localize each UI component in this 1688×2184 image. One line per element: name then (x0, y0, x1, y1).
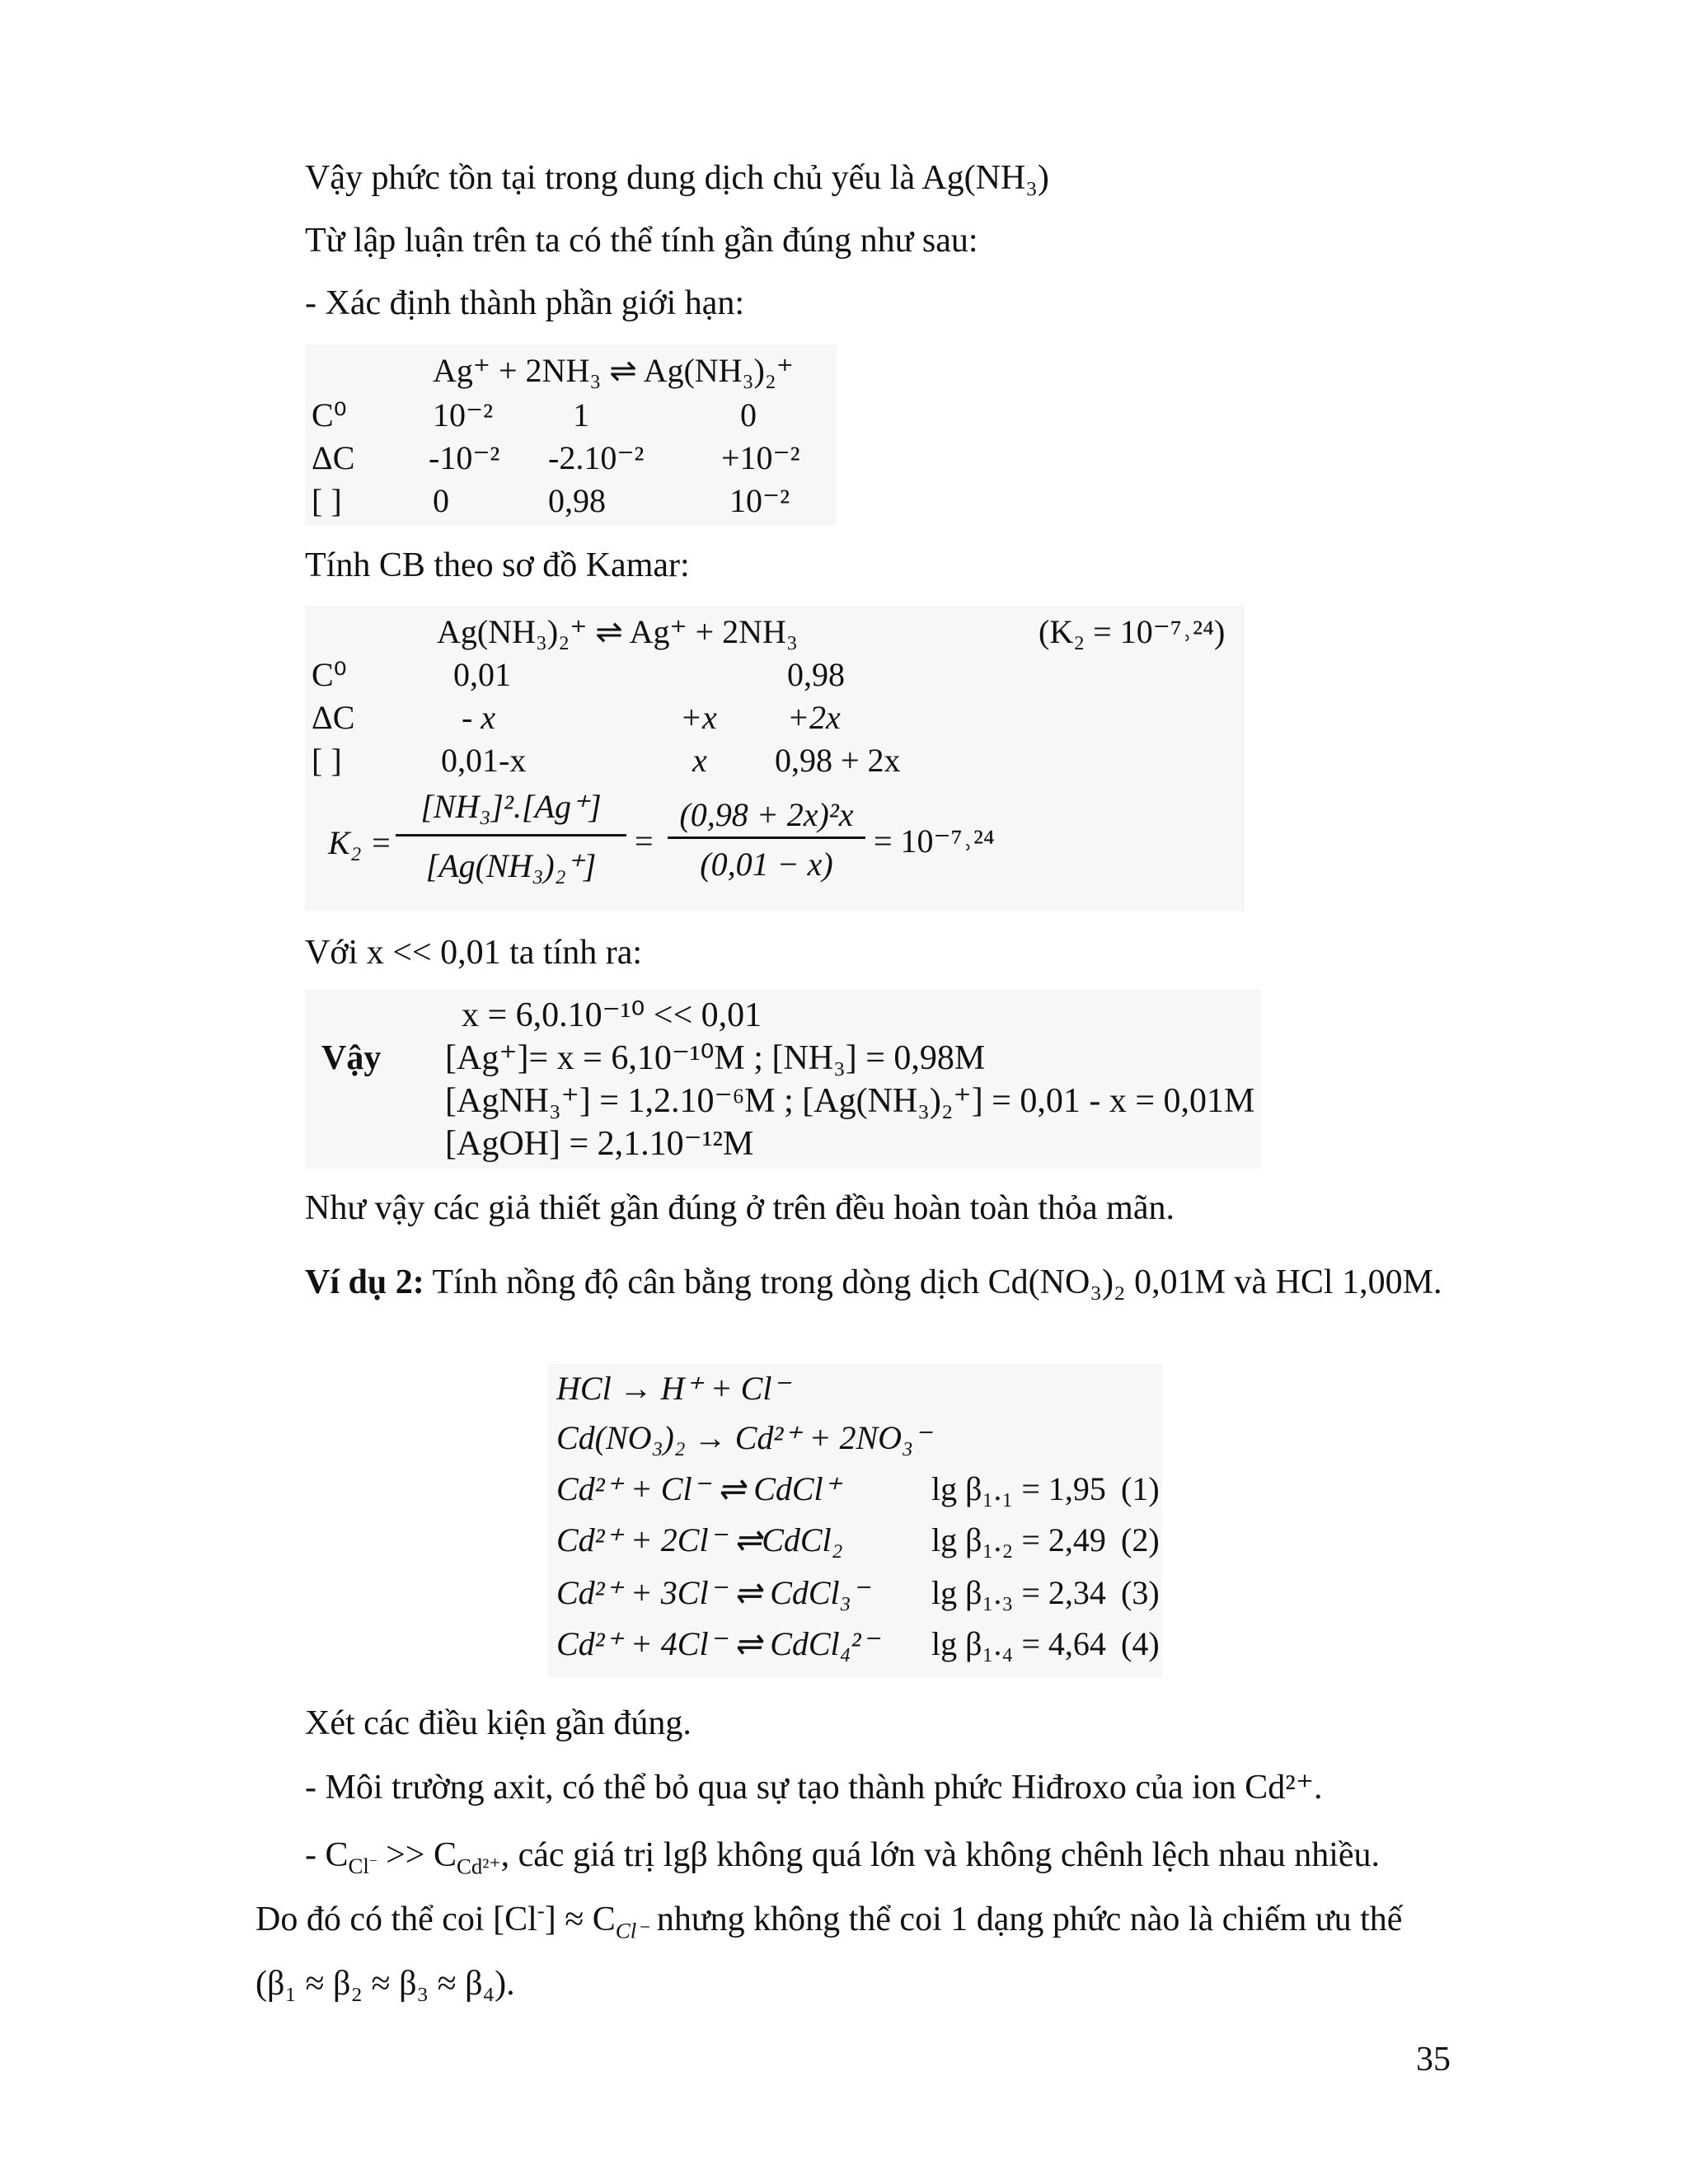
reaction-equation: Cd²⁺ + 3Cl⁻ ⇌ CdCl₃⁻ (556, 1574, 869, 1611)
fraction1-bar (396, 834, 626, 837)
reaction-constant: lg β₁.₃ = 2,34 (931, 1574, 1106, 1611)
paragraph-complex-main: Vậy phức tồn tại trong dung dịch chủ yếu là Ag(NH₃) (305, 159, 1049, 197)
equals-sign: = (635, 823, 654, 860)
text-gg: >> C (377, 1836, 457, 1874)
table2-constant: (K₂ = 10⁻⁷˒²⁴) (1039, 613, 1226, 650)
table2-cell: +2x (787, 699, 841, 736)
sup-minus: - (537, 1898, 545, 1923)
sup-minus: − (368, 1853, 377, 1869)
fraction2-numerator: (0,98 + 2x)²x (679, 796, 854, 833)
page-number: 35 (1416, 2041, 1451, 2079)
fraction1-numerator: [NH₃]².[Ag⁺] (420, 788, 602, 825)
paragraph-conditions: Xét các điều kiện gần đúng. (305, 1704, 692, 1742)
table2-cell: 0,01 (453, 656, 511, 693)
table1-cell: 10⁻² (729, 482, 790, 519)
text-lgbeta: , các giá trị lgβ không quá lớn và không chênh lệch nhau nhiều. (500, 1836, 1381, 1874)
table1-cell: 1 (573, 396, 589, 434)
reaction-equation: Cd(NO₃)₂ → Cd²⁺ + 2NO₃⁻ (556, 1419, 931, 1456)
table1-row-label: [ ] (312, 482, 342, 519)
sub-cd: Cd²⁺ (457, 1854, 501, 1879)
table2-row-label: ΔC (312, 699, 355, 736)
table1-cell: 0,98 (548, 482, 606, 519)
table1-cell: -10⁻² (429, 439, 500, 476)
result-line: [AgOH] = 2,1.10⁻¹²M (445, 1125, 754, 1163)
table1-cell: 10⁻² (433, 396, 494, 434)
table2-cell: x (692, 742, 707, 779)
reaction-constant: lg β₁.₄ = 4,64 (931, 1625, 1106, 1662)
results-label: Vậy (321, 1039, 382, 1077)
paragraph-beta-relation: (β₁ ≈ β₂ ≈ β₃ ≈ β₄). (256, 1965, 515, 2003)
table1-cell: -2.10⁻² (548, 439, 645, 476)
paragraph-acidic-medium: - Môi trường axit, có thể bỏ qua sự tạo thành phức Hiđroxo của ion Cd²⁺. (305, 1769, 1323, 1807)
reaction-constant: lg β₁.₁ = 1,95 (931, 1470, 1106, 1507)
reaction-number: (1) (1121, 1470, 1160, 1507)
reaction-equation: Cd²⁺ + Cl⁻ ⇌ CdCl⁺ (556, 1470, 841, 1507)
reaction-number: (2) (1121, 1521, 1160, 1558)
reaction-constant: lg β₁.₂ = 2,49 (931, 1521, 1106, 1558)
table1-cell: +10⁻² (721, 439, 800, 476)
table2-cell: +x (680, 699, 717, 736)
equilibrium-table-1 (305, 344, 837, 526)
paragraph-approximation: Với x << 0,01 ta tính ra: (305, 934, 643, 972)
paragraph-approx-intro: Từ lập luận trên ta có thể tính gần đúng như sau: (305, 222, 978, 260)
sub-cl: Cl⁻ (615, 1918, 649, 1943)
paragraph-conclusion: Như vậy các giả thiết gần đúng ở trên đều hoàn toàn thỏa mãn. (305, 1189, 1175, 1227)
table2-row-label: C⁰ (312, 656, 347, 693)
fraction2-denominator: (0,01 − x) (700, 846, 833, 883)
example-2-label: Ví dụ 2: (305, 1263, 424, 1301)
reaction-number: (3) (1121, 1574, 1160, 1611)
paragraph-kamar: Tính CB theo sơ đồ Kamar: (305, 546, 690, 584)
paragraph-cl-approx (256, 1898, 1402, 1941)
sub-cl: Cl (348, 1854, 369, 1879)
result-line: x = 6,0.10⁻¹⁰ << 0,01 (462, 996, 762, 1034)
text-dominant: nhưng không thể coi 1 dạng phức nào là chiếm ưu thế (656, 1900, 1403, 1938)
reaction-equation: HCl → H⁺ + Cl⁻ (556, 1370, 790, 1407)
result-line: [Ag⁺]= x = 6,10⁻¹⁰M ; [NH₃] = 0,98M (445, 1039, 986, 1077)
table2-cell: 0,01-x (441, 742, 527, 779)
table1-reaction: Ag⁺ + 2NH₃ ⇌ Ag(NH₃)₂⁺ (433, 352, 794, 389)
table2-reaction: Ag(NH₃)₂⁺ ⇌ Ag⁺ + 2NH₃ (437, 613, 798, 650)
k2-value: = 10⁻⁷˒²⁴ (874, 823, 995, 860)
reaction-number: (4) (1121, 1625, 1160, 1662)
reaction-equation: Cd²⁺ + 2Cl⁻ ⇌CdCl₂ (556, 1521, 843, 1558)
paragraph-limit-composition: - Xác định thành phần giới hạn: (305, 284, 745, 322)
result-line: [AgNH₃⁺] = 1,2.10⁻⁶M ; [Ag(NH₃)₂⁺] = 0,01 - x = 0,01M (445, 1082, 1255, 1120)
text-c: - C (305, 1836, 349, 1874)
k2-symbol: K₂ = (328, 824, 392, 861)
fraction2-bar (668, 837, 865, 839)
fraction1-denominator: [Ag(NH₃)₂⁺] (425, 847, 597, 884)
reaction-equation: Cd²⁺ + 4Cl⁻ ⇌ CdCl₄²⁻ (556, 1625, 879, 1662)
table2-row-label: [ ] (312, 742, 342, 779)
table1-cell: 0 (433, 482, 449, 519)
example-2-paragraph (256, 1251, 1459, 1314)
paragraph-concentration-compare (305, 1834, 1380, 1877)
table1-row-label: ΔC (312, 439, 355, 476)
table2-cell: 0,98 + 2x (775, 742, 901, 779)
table2-cell: 0,98 (787, 656, 845, 693)
reactions-block (548, 1364, 1162, 1677)
equilibrium-table-2 (305, 606, 1245, 911)
text-do-do: Do đó có thể coi [Cl (256, 1900, 537, 1938)
text-approx-c: ] ≈ C (544, 1900, 616, 1938)
table1-cell: 0 (740, 396, 757, 434)
results-block (305, 989, 1261, 1169)
table1-row-label: C⁰ (312, 396, 347, 434)
table2-cell: - x (462, 699, 496, 736)
example-2-text: Tính nồng độ cân bằng trong dòng dịch Cd(NO₃)₂ 0,01M và HCl 1,00M. (424, 1263, 1442, 1301)
